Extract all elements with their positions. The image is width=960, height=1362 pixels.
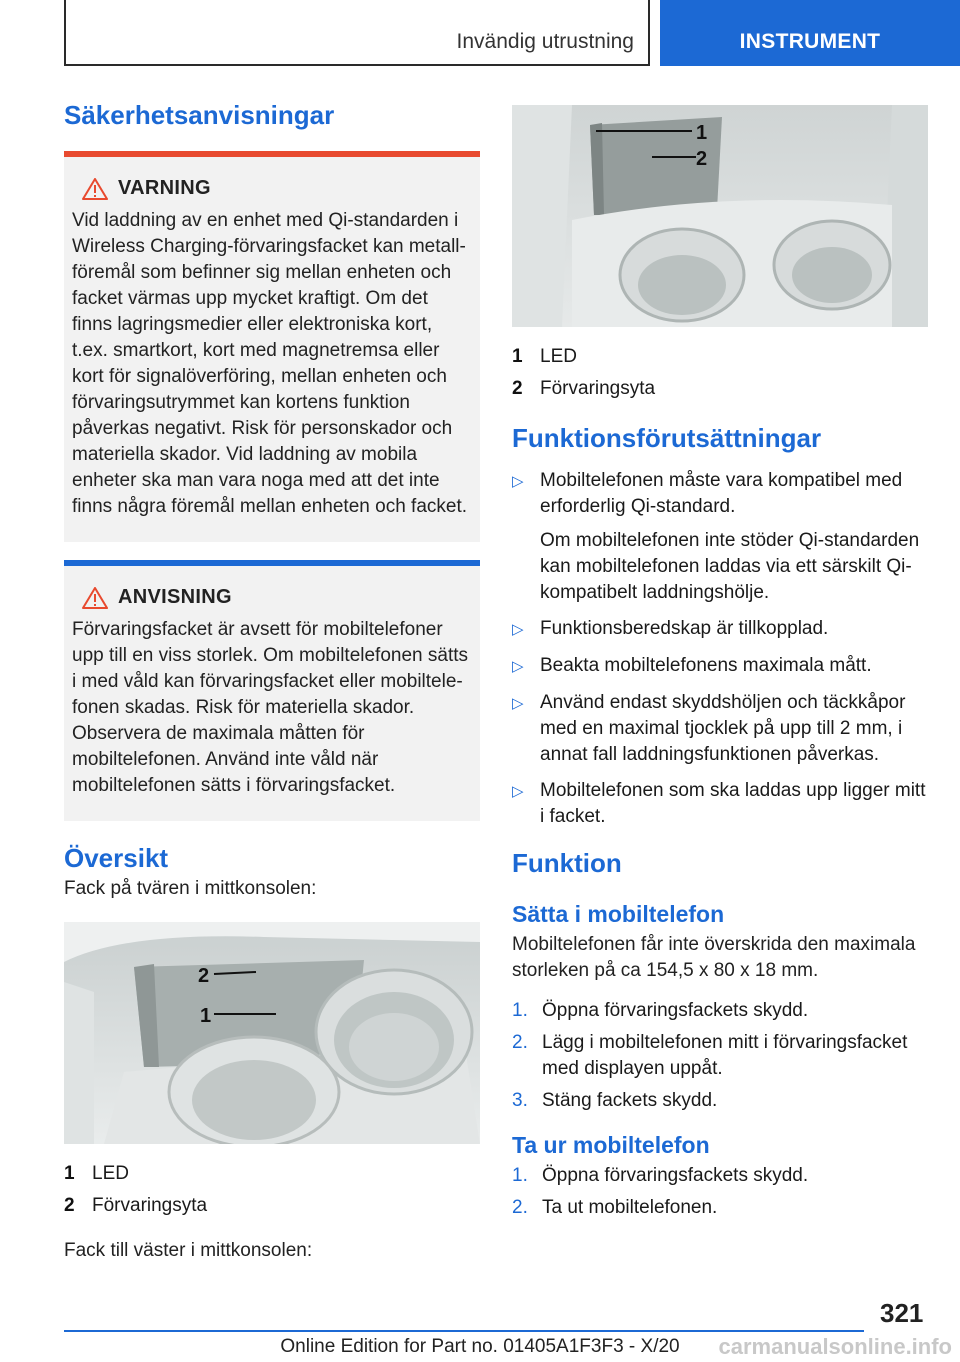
callout-2: 2 [696, 148, 708, 170]
legend-item [512, 341, 928, 373]
note-box [64, 560, 480, 821]
list-item [512, 653, 928, 680]
bullet-triangle-icon: ▷ [512, 621, 524, 638]
step-text: Ta ut mobiltelefonen. [542, 1197, 718, 1218]
list-item [512, 468, 928, 606]
legend-label: Förvaringsyta [540, 378, 656, 399]
callout-1: 1 [200, 1005, 212, 1027]
list-item [512, 616, 928, 643]
list-item [512, 690, 928, 768]
legend-number: 2 [64, 1195, 75, 1216]
list-item [512, 1030, 928, 1082]
step-number: 1. [512, 1165, 528, 1186]
prereq-text: Beakta mobiltelefonens maximala mått. [540, 655, 872, 676]
overview-heading: Översikt [64, 843, 169, 873]
list-item [512, 1088, 928, 1114]
header-section-title: Invändig utrustning [456, 30, 634, 53]
bullet-triangle-icon: ▷ [512, 695, 524, 712]
step-number: 3. [512, 1090, 528, 1111]
legend-item [512, 373, 928, 405]
prereq-subtext: Om mobiltelefonen inte stöder Qi-standarden kan mobiltelefonen laddas via ett särskilt Qi-kompatibelt laddningshölje. [540, 530, 920, 603]
list-item [512, 778, 928, 830]
left-tray-photo [512, 105, 928, 327]
note-label: ANVISNING [118, 586, 232, 608]
transverse-tray-legend [64, 1158, 480, 1222]
remove-steps [512, 1163, 928, 1221]
header-chapter-tab: INSTRUMENT [660, 0, 960, 66]
left-column [64, 100, 480, 1264]
bullet-triangle-icon: ▷ [512, 783, 524, 800]
list-item [512, 998, 928, 1024]
left-tray-illustration [512, 105, 928, 327]
step-number: 2. [512, 1032, 528, 1053]
step-number: 1. [512, 1000, 528, 1021]
step-number: 2. [512, 1197, 528, 1218]
prerequisites-heading: Funktionsförutsättningar [512, 423, 822, 453]
page-number: 321 [880, 1298, 924, 1328]
warning-triangle-icon [82, 178, 108, 200]
step-text: Öppna förvaringsfackets skydd. [542, 1165, 809, 1186]
footer-divider [64, 1330, 864, 1332]
legend-label: Förvaringsyta [92, 1195, 208, 1216]
watermark: carmanualsonline.info [718, 1334, 952, 1359]
notice-triangle-icon [82, 587, 108, 609]
prereq-text: Använd endast skyddshöljen och täckkåpor med en maximal tjocklek på upp till 2 mm, i annat fall laddningsfunktionen påverkas. [540, 692, 906, 765]
left-tray-intro: Fack till väster i mittkonsolen: [64, 1240, 313, 1261]
left-tray-legend [512, 341, 928, 405]
legend-number: 2 [512, 378, 523, 399]
header-section-box [64, 0, 650, 66]
warning-label: VARNING [118, 177, 211, 199]
step-text: Öppna förvaringsfackets skydd. [542, 1000, 809, 1021]
step-text: Stäng fackets skydd. [542, 1090, 718, 1111]
list-item [512, 1163, 928, 1189]
insert-phone-intro: Mobiltelefonen får inte överskrida den maximala storleken på ca 154,5 x 80 x 18 mm. [512, 934, 916, 981]
step-text: Lägg i mobiltelefonen mitt i förvaringsfacket med displayen uppåt. [542, 1032, 908, 1079]
legend-number: 1 [64, 1163, 75, 1184]
remove-phone-heading: Ta ur mobiltelefon [512, 1132, 710, 1158]
edition-text: Online Edition for Part no. 01405A1F3F3 - X/20 [280, 1336, 680, 1357]
callout-2: 2 [198, 965, 210, 987]
prerequisites-list [512, 468, 928, 830]
insert-phone-heading: Sätta i mobiltelefon [512, 901, 725, 927]
bullet-triangle-icon: ▷ [512, 658, 524, 675]
transverse-tray-illustration [64, 922, 480, 1144]
function-heading: Funktion [512, 848, 622, 878]
legend-label: LED [540, 346, 577, 367]
safety-heading: Säkerhetsanvisningar [64, 100, 335, 130]
legend-label: LED [92, 1163, 129, 1184]
prereq-text: Mobiltelefonen måste vara kompatibel med erforderlig Qi-standard. [540, 470, 903, 517]
note-text: Förvaringsfacket är avsett för mobiltelefoner upp till en viss storlek. Om mobiltelefonen sätts i med våld kan förvaringsfacket eller mobiltelefonen skadas. Risk för materiella skador. Observera de maximala måtten för mobiltelefonen. Använd inte våld när mobiltelefonen sätts i förvaringsfacket. [72, 619, 469, 796]
bullet-triangle-icon: ▷ [512, 473, 524, 490]
overview-intro: Fack på tvären i mittkonsolen: [64, 878, 317, 899]
callout-1: 1 [696, 122, 708, 144]
warning-text: Vid laddning av en enhet med Qi-standarden i Wireless Charging-förvaringsfacket kan metallföremål som befinner sig mellan enheten och facket värmas upp mycket kraftigt. Om det finns lagringsmedier eller elektroniska kort, t.ex. smartkort, kort med magnetremsa eller kort för signalöverföring, mellan enheten och förvaringsutrymmet kan kortens funktion påverkas negativt. Risk för personskador och materiella skador. Vid laddning av mobila enheter ska man vara noga med att det inte finns några föremål mellan enheten och facket. [72, 210, 468, 517]
prereq-text: Mobiltelefonen som ska laddas upp ligger mitt i facket. [540, 780, 926, 827]
legend-item [64, 1158, 480, 1190]
list-item [512, 1195, 928, 1221]
right-column [512, 105, 928, 1227]
legend-item [64, 1190, 480, 1222]
warning-box [64, 151, 480, 542]
legend-number: 1 [512, 346, 523, 367]
transverse-tray-photo [64, 922, 480, 1144]
page-header [64, 0, 960, 66]
prereq-text: Funktionsberedskap är tillkopplad. [540, 618, 829, 639]
insert-steps [512, 998, 928, 1114]
